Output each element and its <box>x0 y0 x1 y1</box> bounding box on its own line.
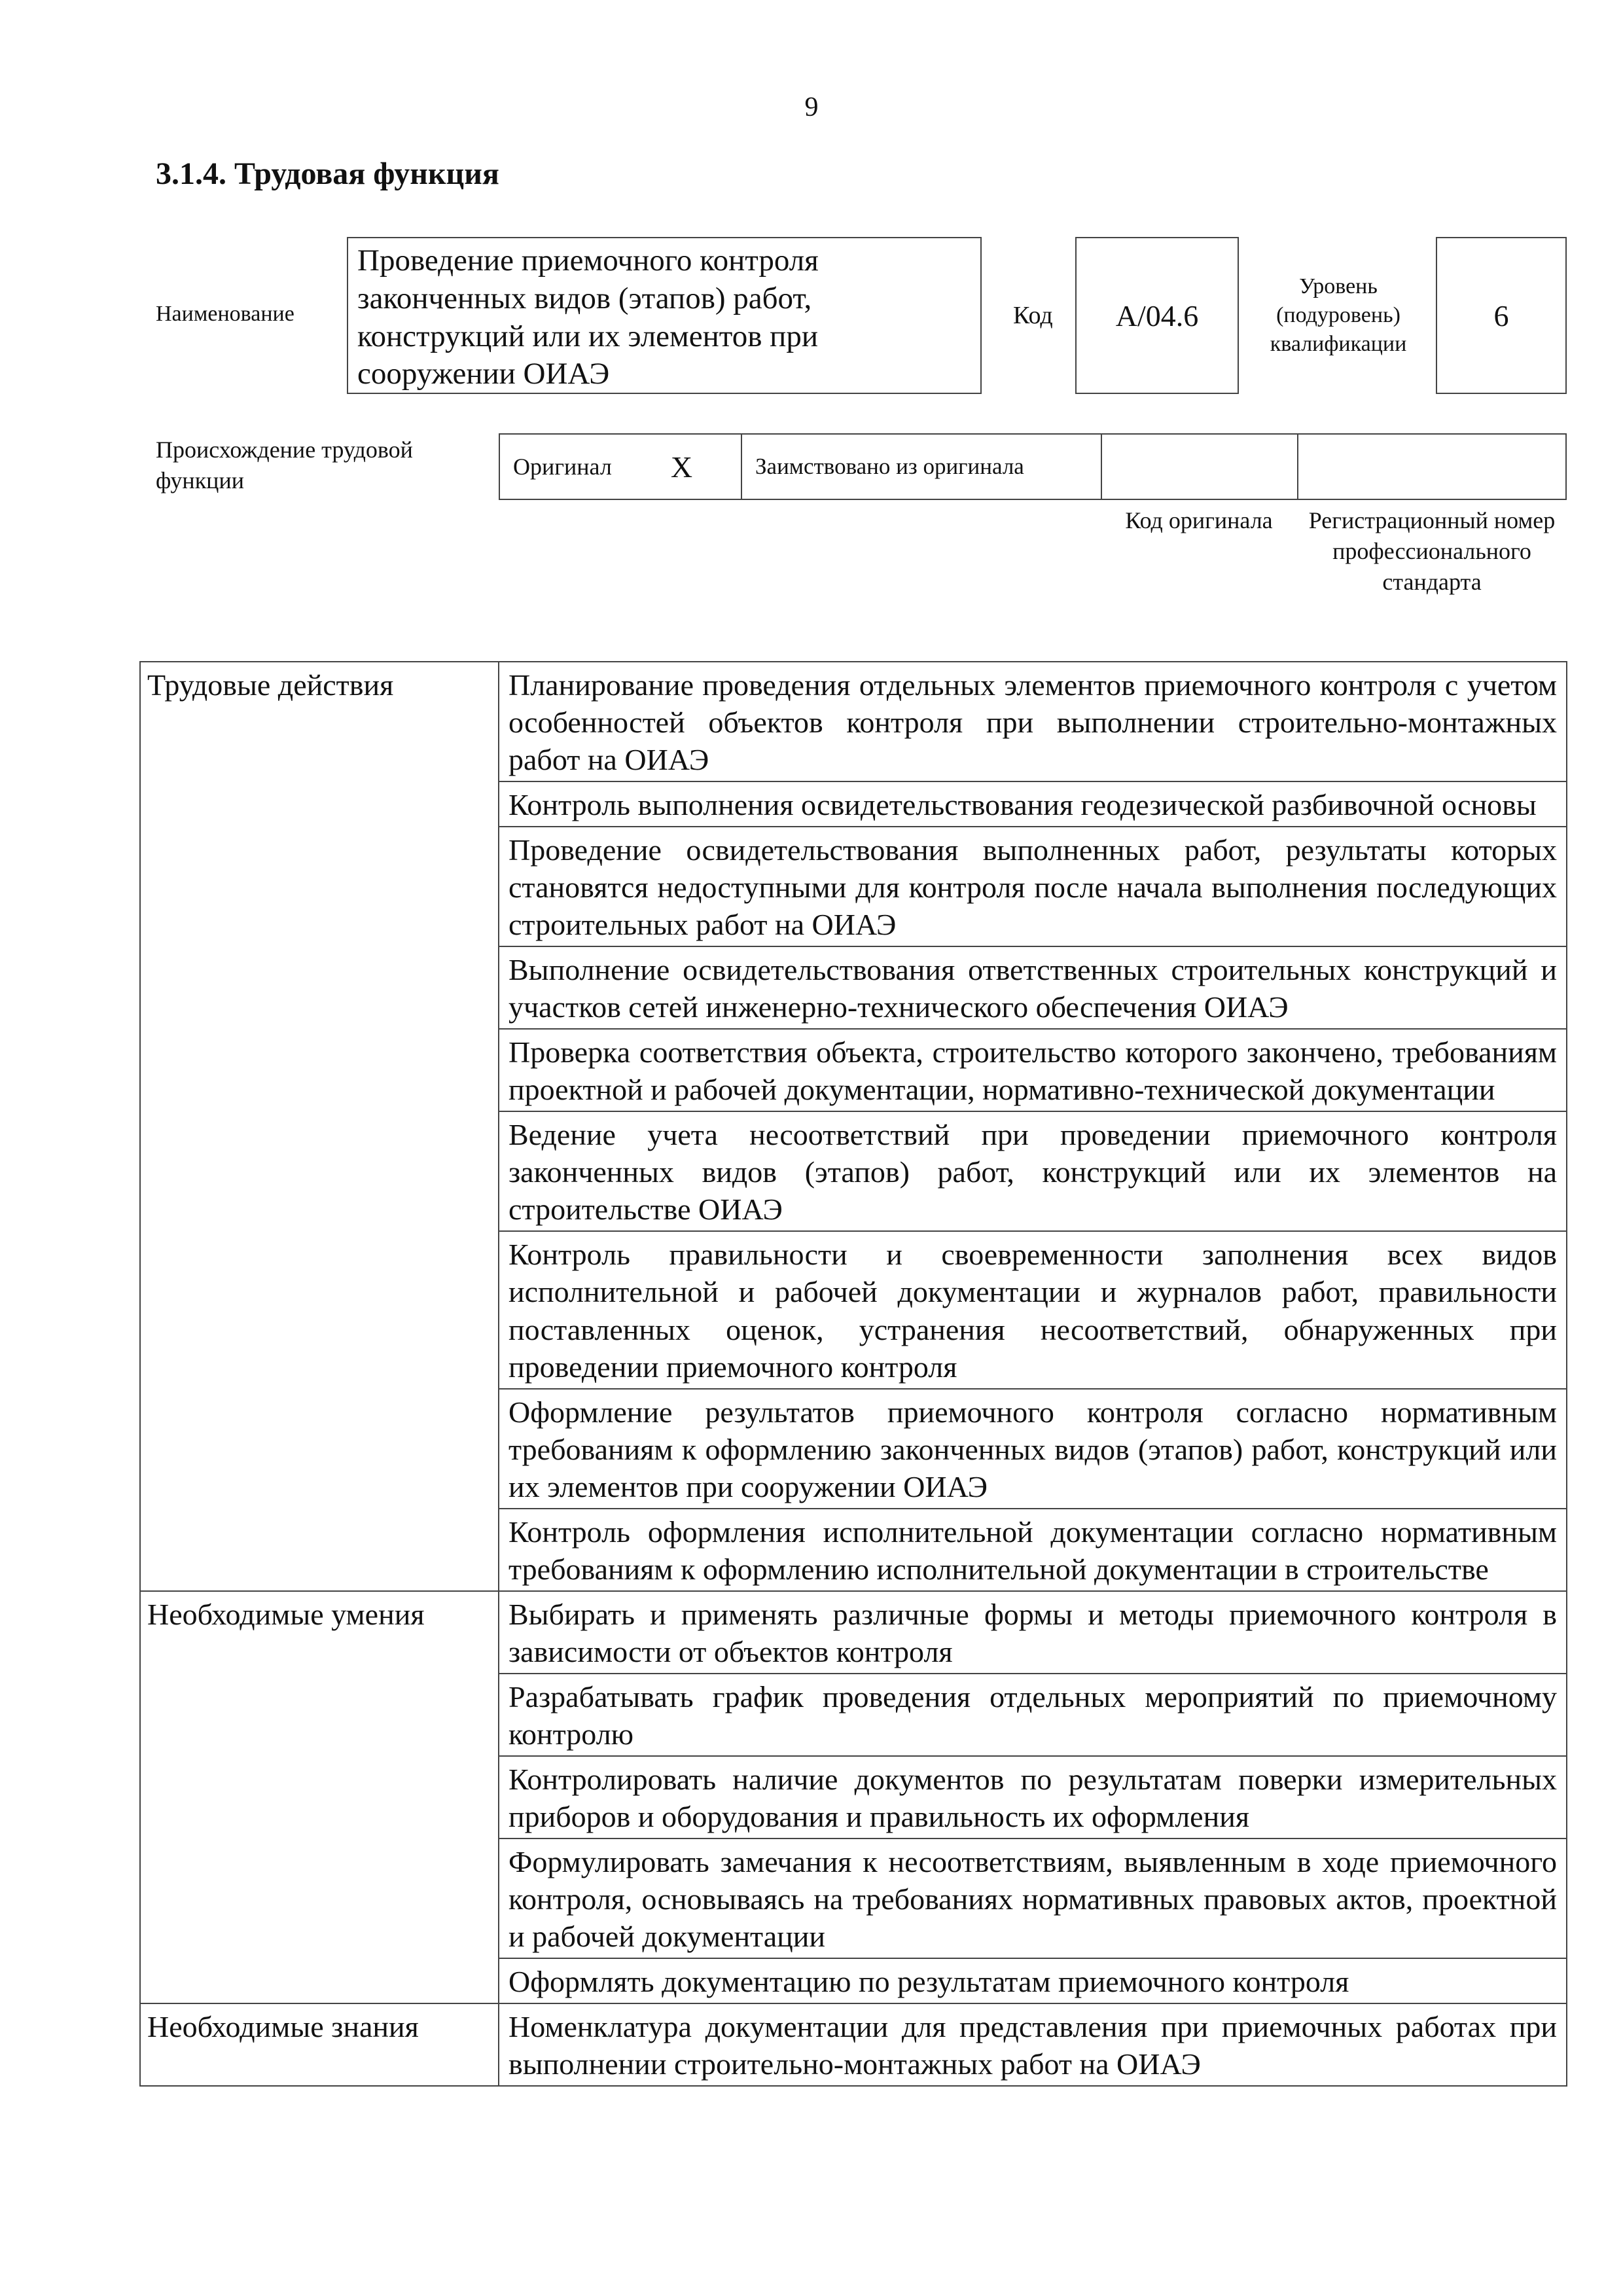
name-value: Проведение приемочного контроля законченных видов (этапов) работ, конструкций или их элементов при сооружении ОИАЭ <box>347 237 982 394</box>
list-item: Ведение учета несоответствий при проведении приемочного контроля законченных видов (этапов) работ, конструкций или их элементов на строительстве ОИАЭ <box>499 1111 1567 1231</box>
list-item: Контроль оформления исполнительной документации согласно нормативным требованиям к оформлению исполнительной документации в строительстве <box>499 1509 1567 1591</box>
code-value: А/04.6 <box>1075 237 1239 394</box>
list-item: Номенклатура документации для представления при приемочных работах при выполнении строительно-монтажных работ на ОИАЭ <box>499 2003 1567 2086</box>
level-label: Уровень (подуровень) квалификации <box>1270 274 1407 357</box>
list-item: Контроль выполнения освидетельствования геодезической разбивочной основы <box>499 781 1567 827</box>
origin-table <box>499 433 1567 500</box>
page-number: 9 <box>804 92 819 122</box>
table-row <box>140 1591 1567 1674</box>
registration-number-caption: Регистрационный номер профессионального стандарта <box>1308 507 1556 595</box>
list-item: Выполнение освидетельствования ответственных строительных конструкций и участков сетей инженерно-технического обеспечения ОИАЭ <box>499 946 1567 1029</box>
category-cell: Необходимые умения <box>140 1591 499 2003</box>
original-cell <box>500 435 742 499</box>
list-item: Контролировать наличие документов по результатам поверки измерительных приборов и оборудования и правильность их оформления <box>499 1756 1567 1839</box>
list-item: Проведение освидетельствования выполненных работ, результаты которых становятся недоступными для контроля после начала выполнения последующих строительных работ на ОИАЭ <box>499 827 1567 946</box>
registration-number-cell <box>1298 435 1565 499</box>
category-cell: Необходимые знания <box>140 2003 499 2086</box>
original-code-caption: Код оригинала <box>1125 507 1273 533</box>
original-label: Оригинал <box>513 454 612 480</box>
original-code-cell <box>1102 435 1298 499</box>
borrowed-cell <box>742 435 1102 499</box>
function-details-table <box>139 661 1567 2087</box>
original-mark: X <box>670 450 693 484</box>
list-item: Формулировать замечания к несоответствиям, выявленным в ходе приемочного контроля, основываясь на требованиях нормативных правовых актов, проектной и рабочей документации <box>499 1839 1567 1958</box>
list-item: Планирование проведения отдельных элементов приемочного контроля с учетом особенностей объектов контроля при выполнении строительно-монтажных работ на ОИАЭ <box>499 662 1567 781</box>
list-item: Оформлять документацию по результатам приемочного контроля <box>499 1958 1567 2003</box>
list-item: Разрабатывать график проведения отдельных мероприятий по приемочному контролю <box>499 1674 1567 1756</box>
code-label: Код <box>1013 302 1053 329</box>
list-item: Выбирать и применять различные формы и методы приемочного контроля в зависимости от объектов контроля <box>499 1591 1567 1674</box>
section-title: 3.1.4. Трудовая функция <box>156 156 499 191</box>
list-item: Оформление результатов приемочного контроля согласно нормативным требованиям к оформлению законченных видов (этапов) работ, конструкций или их элементов при сооружении ОИАЭ <box>499 1389 1567 1509</box>
name-label: Наименование <box>156 302 294 326</box>
origin-label: Происхождение трудовой функции <box>156 437 413 493</box>
borrowed-label: Заимствовано из оригинала <box>755 454 1024 479</box>
list-item: Контроль правильности и своевременности заполнения всех видов исполнительной и рабочей документации и журналов работ, правильности поставленных оценок, устранения несоответствий, обнаруженных при проведении приемочного контроля <box>499 1231 1567 1388</box>
table-row <box>140 2003 1567 2086</box>
level-value: 6 <box>1436 237 1567 394</box>
table-row <box>140 662 1567 781</box>
category-cell: Трудовые действия <box>140 662 499 1591</box>
list-item: Проверка соответствия объекта, строительство которого закончено, требованиям проектной и рабочей документации, нормативно-технической документации <box>499 1029 1567 1111</box>
